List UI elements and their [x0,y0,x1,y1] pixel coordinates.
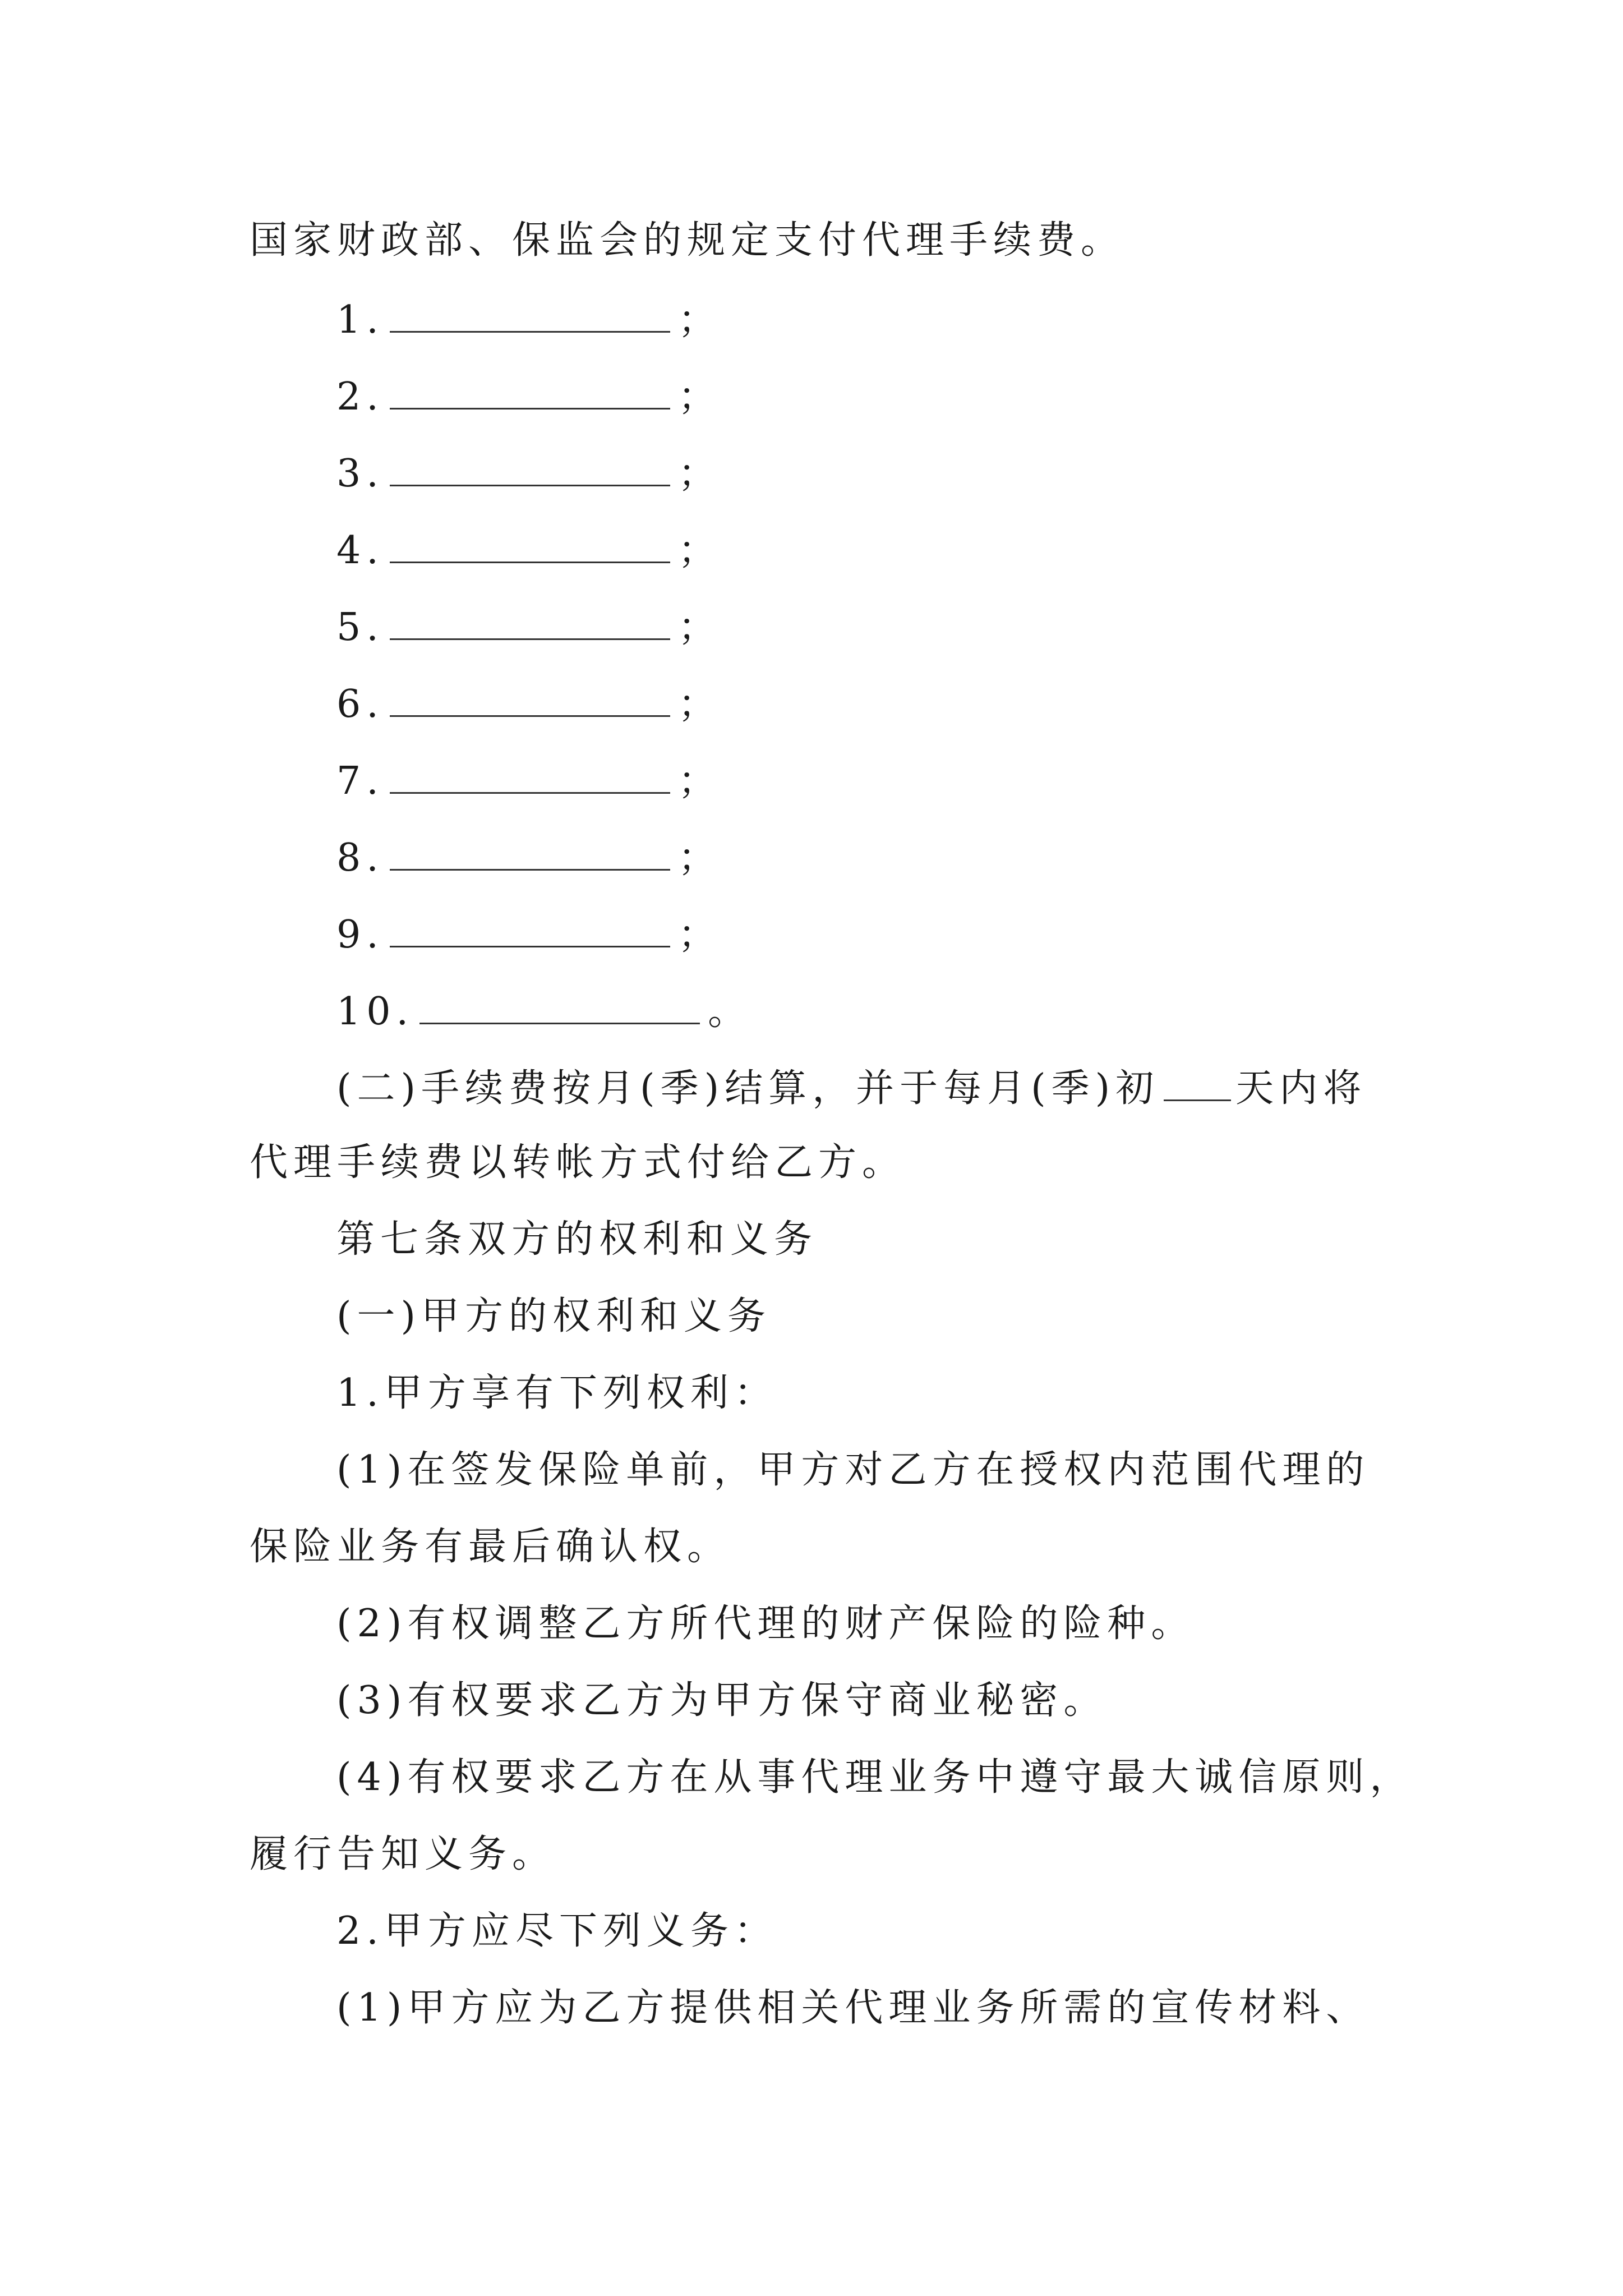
fee-item-number: 8. [336,836,384,880]
fill-in-blank [390,913,670,947]
fee-item-end: ； [677,452,722,496]
fee-item-number: 10. [336,990,414,1034]
right-4-line-2: 履行告知义务。 [250,1832,556,1876]
settlement-line-2: 代理手续费以转帐方式付给乙方。 [250,1140,906,1185]
fee-item-end: 。 [708,990,752,1034]
right-1-line-2: 保险业务有最后确认权。 [250,1525,731,1569]
fee-item-end: ； [677,682,722,726]
section-1-title: (一)甲方的权利和义务 [336,1294,772,1338]
fee-item-2 [336,375,722,419]
rights-title: 1.甲方享有下列权利： [336,1371,778,1415]
fee-item-number: 5. [336,605,384,650]
fee-item-number: 3. [336,452,384,496]
days-blank [1164,1067,1231,1101]
fill-in-blank [390,683,670,717]
fee-item-8 [336,836,722,880]
fill-in-blank [390,375,670,409]
fill-in-blank [419,990,700,1024]
fee-item-7 [336,759,722,803]
fee-item-number: 1. [336,298,384,342]
fee-item-number: 4. [336,528,384,573]
fee-item-10 [336,990,752,1034]
article-7-title: 第七条双方的权利和义务 [336,1217,818,1262]
settlement-text-end: 天内将 [1235,1066,1367,1111]
fee-item-end: ； [677,528,722,573]
fill-in-blank [390,529,670,563]
right-3: (3)有权要求乙方为甲方保守商业秘密。 [336,1678,1108,1723]
fee-item-4 [336,528,722,573]
fee-item-number: 7. [336,759,384,803]
fee-item-5 [336,605,722,650]
fee-item-end: ； [677,375,722,419]
duties-title: 2.甲方应尽下列义务： [336,1909,778,1953]
fee-item-1 [336,298,722,342]
duty-1-line-1: (1)甲方应为乙方提供相关代理业务所需的宣传材料、 [336,1986,1370,2030]
right-2: (2)有权调整乙方所代理的财产保险的险种。 [336,1602,1195,1646]
fee-item-number: 9. [336,913,384,957]
fee-item-end: ； [677,913,722,957]
fee-item-9 [336,913,722,957]
fee-item-end: ； [677,836,722,880]
right-4-line-1: (4)有权要求乙方在从事代理业务中遵守最大诚信原则， [336,1755,1414,1800]
fee-item-3 [336,452,722,496]
fee-item-6 [336,683,722,724]
fill-in-blank [390,760,670,794]
settlement-text-start: (二)手续费按月(季)结算，并于每月(季)初 [336,1066,1160,1111]
fee-item-end: ； [677,298,722,342]
intro-tail-line: 国家财政部、保监会的规定支付代理手续费。 [250,218,1125,263]
fee-item-number: 6. [336,682,384,726]
fill-in-blank [390,836,670,871]
fee-item-end: ； [677,605,722,650]
fee-item-end: ； [677,759,722,803]
right-1-line-1: (1)在签发保险单前，甲方对乙方在授权内范围代理的 [336,1448,1370,1492]
fill-in-blank [390,452,670,486]
fill-in-blank [390,298,670,333]
fill-in-blank [390,606,670,640]
settlement-line-1 [336,1066,1367,1111]
fee-item-number: 2. [336,375,384,419]
